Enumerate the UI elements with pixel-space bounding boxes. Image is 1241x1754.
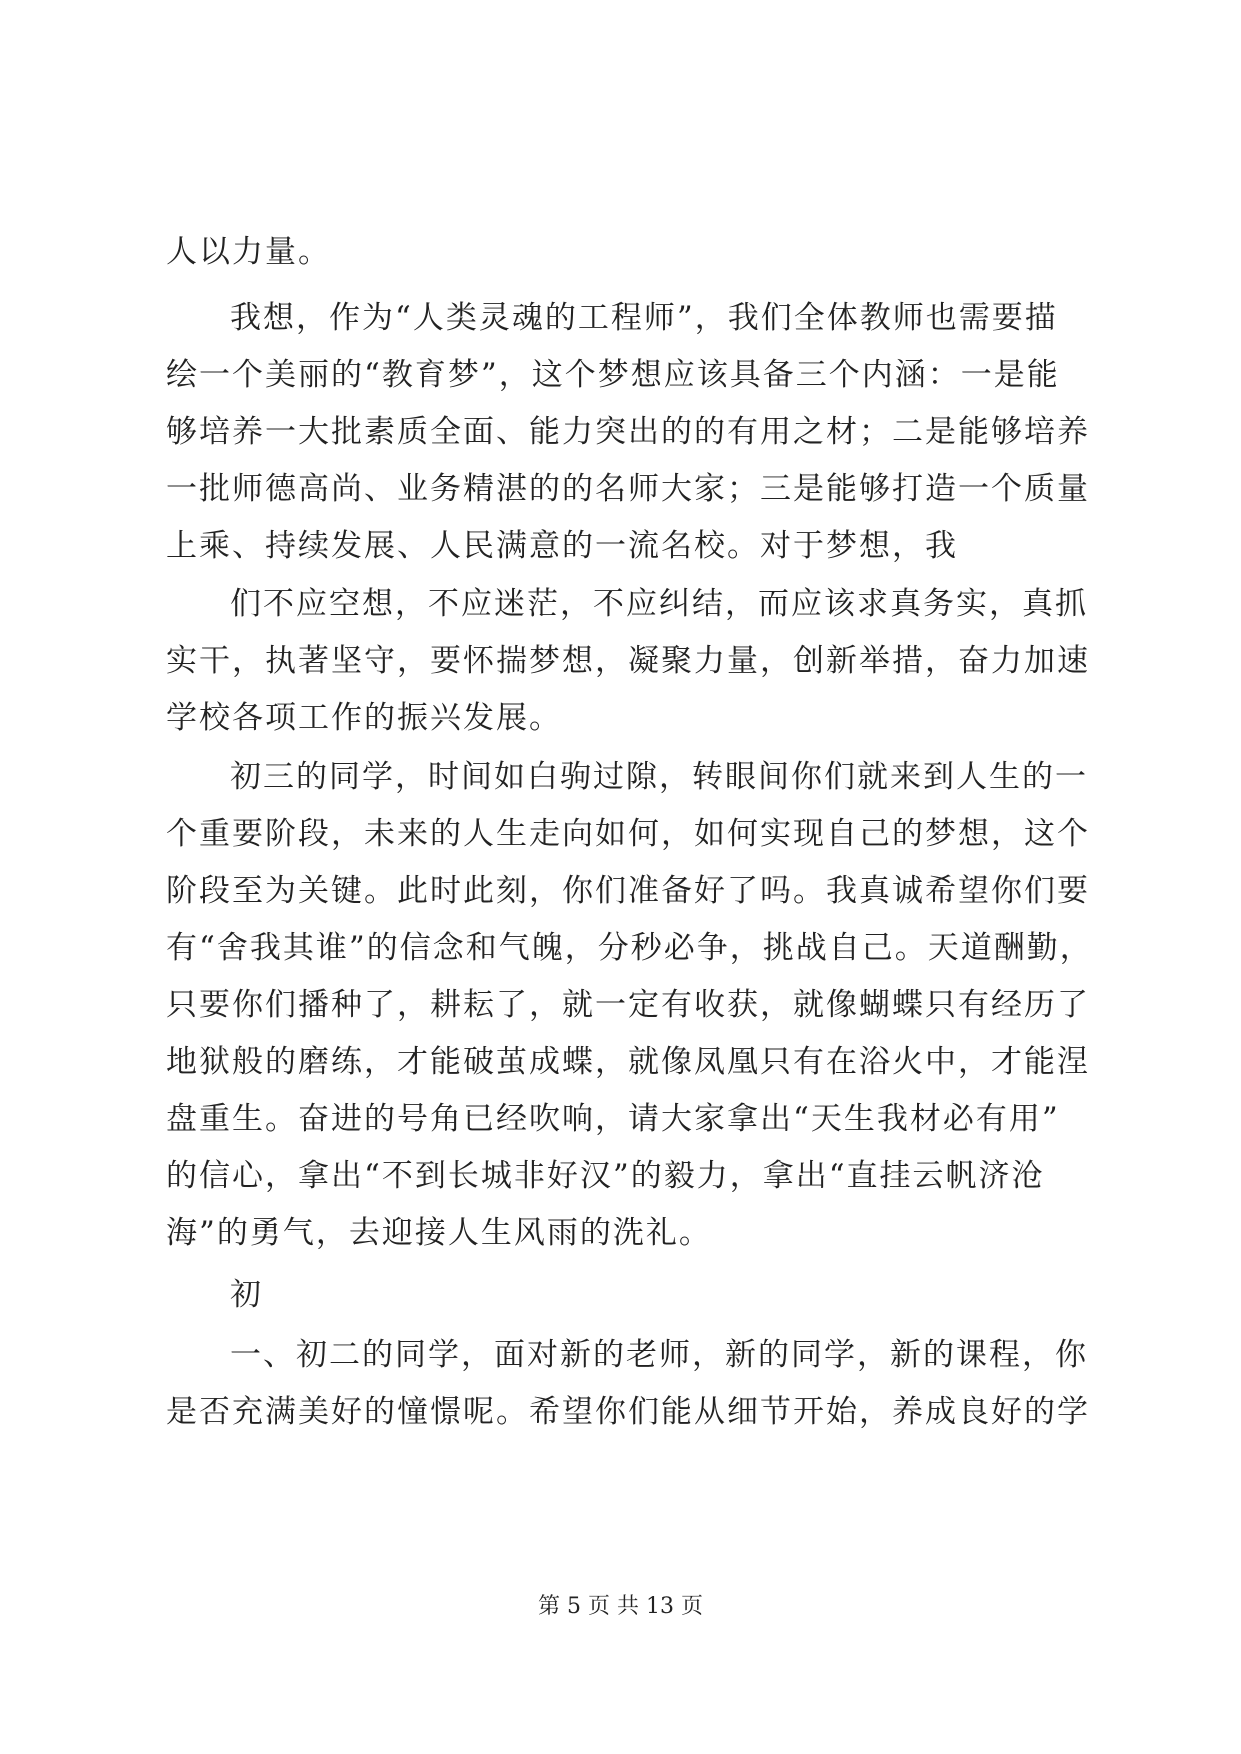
- text-line: 只要你们播种了，耕耘了，就一定有收获，就像蝴蝶只有经历了: [166, 987, 1090, 1023]
- text-line: 阶段至为关键。此时此刻，你们准备好了吗。我真诚希望你们要: [166, 873, 1090, 909]
- paragraph-first-line: 初三的同学，时间如白驹过隙，转眼间你们就来到人生的一: [230, 759, 1088, 795]
- text-line: 海”的勇气，去迎接人生风雨的洗礼。: [166, 1215, 712, 1251]
- text-line: 盘重生。奋进的号角已经吹响，请大家拿出“天生我材必有用”: [166, 1101, 1060, 1137]
- paragraph-first-line: 我想，作为“人类灵魂的工程师”，我们全体教师也需要描: [230, 300, 1058, 336]
- text-line: 有“舍我其谁”的信念和气魄，分秒必争，挑战自己。天道酬勤，: [166, 930, 1093, 966]
- paragraph-first-line: 一、初二的同学，面对新的老师，新的同学，新的课程，你: [230, 1337, 1088, 1373]
- text-line: 学校各项工作的振兴发展。: [166, 700, 562, 736]
- text-line: 地狱般的磨练，才能破茧成蝶，就像凤凰只有在浴火中，才能涅: [166, 1044, 1090, 1080]
- text-line: 上乘、持续发展、人民满意的一流名校。对于梦想，我: [166, 528, 958, 564]
- text-line: 绘一个美丽的“教育梦”，这个梦想应该具备三个内涵：一是能: [166, 357, 1060, 393]
- text-line: 一批师德高尚、业务精湛的的名师大家；三是能够打造一个质量: [166, 471, 1090, 507]
- text-line: 个重要阶段，未来的人生走向如何，如何实现自己的梦想，这个: [166, 816, 1090, 852]
- text-line: 实干，执著坚守，要怀揣梦想，凝聚力量，创新举措，奋力加速: [166, 643, 1090, 679]
- text-line: 的信心，拿出“不到长城非好汉”的毅力，拿出“直挂云帆济沧: [166, 1158, 1045, 1194]
- text-line: 是否充满美好的憧憬呢。希望你们能从细节开始，养成良好的学: [166, 1394, 1090, 1430]
- page-number-footer: 第 5 页 共 13 页: [538, 1594, 703, 1619]
- text-line: 够培养一大批素质全面、能力突出的的有用之材；二是能够培养: [166, 414, 1090, 450]
- paragraph-first-line: 们不应空想，不应迷茫，不应纠结，而应该求真务实，真抓: [230, 586, 1088, 622]
- text-line: 人以力量。: [166, 234, 331, 270]
- paragraph-first-line: 初: [230, 1277, 263, 1313]
